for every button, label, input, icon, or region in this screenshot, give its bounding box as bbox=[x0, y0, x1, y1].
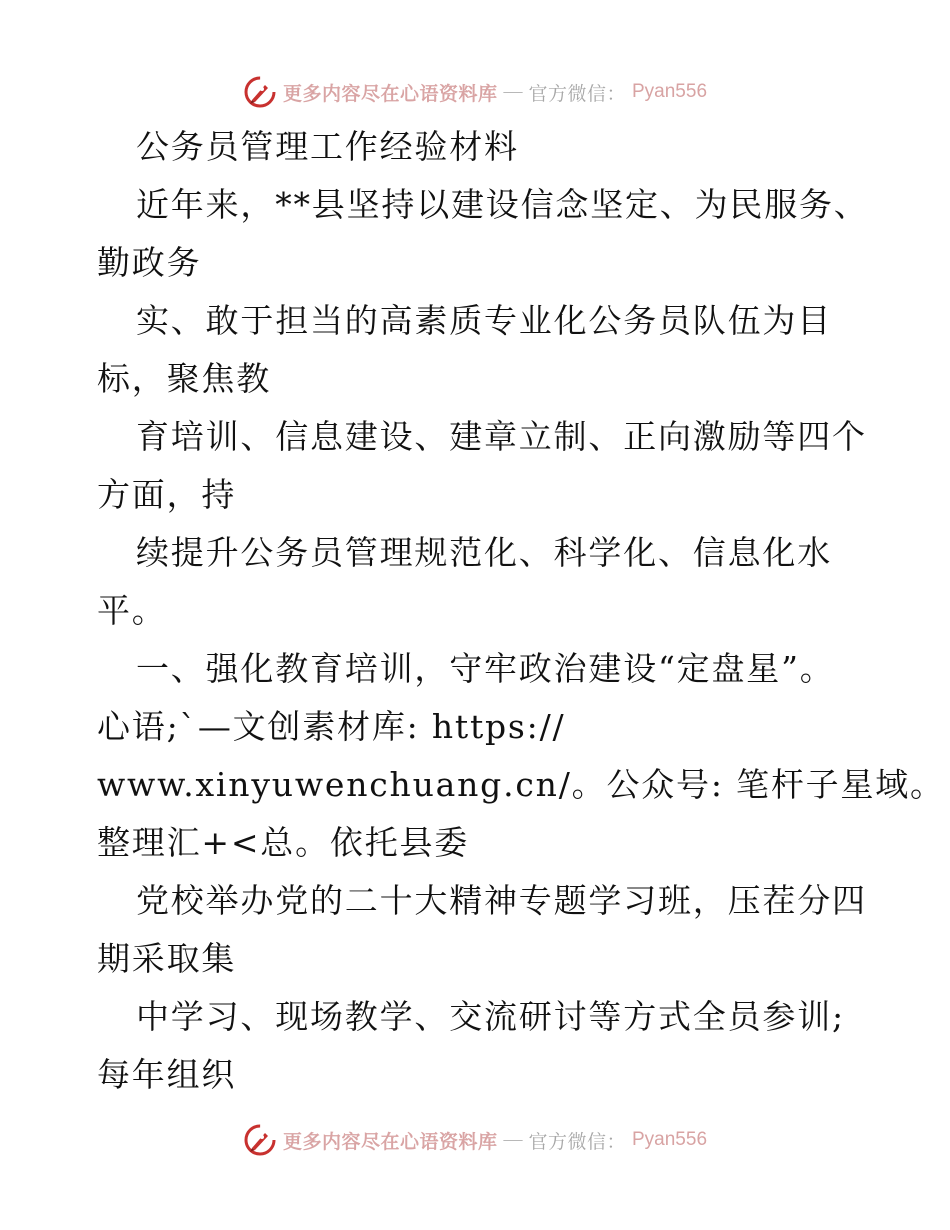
paragraph-line: 平。 bbox=[97, 591, 167, 630]
paragraph-line: www.xinyuwenchuang.cn/。公众号: 笔杆子星域。 bbox=[97, 765, 945, 804]
pen-logo-icon bbox=[243, 75, 277, 109]
paragraph-line: 中学习、现场教学、交流研讨等方式全员参训; bbox=[136, 997, 845, 1036]
paragraph-line: 实、敢于担当的高素质专业化公务员队伍为目 bbox=[136, 301, 832, 340]
paragraph-line: 标，聚焦教 bbox=[97, 359, 271, 398]
paragraph-line: 心语;`—文创素材库: https:// bbox=[97, 707, 566, 746]
header-banner-content bbox=[243, 75, 707, 109]
header-banner-wechat-label: 官方微信： bbox=[528, 83, 626, 105]
paragraph-line: 续提升公务员管理规范化、科学化、信息化水 bbox=[136, 533, 832, 572]
header-banner-text: 更多内容尽在心语资料库 bbox=[282, 83, 498, 105]
header-banner-dash: — bbox=[503, 81, 523, 102]
document-title: 公务员管理工作经验材料 bbox=[136, 127, 519, 166]
footer-banner-wechat-id: Pyan556 bbox=[632, 1129, 708, 1150]
section-heading: 一、强化教育培训，守牢政治建设“定盘星”。 bbox=[136, 649, 835, 688]
document-body bbox=[97, 118, 945, 1104]
header-banner-wechat-id: Pyan556 bbox=[632, 81, 708, 102]
paragraph-line: 近年来，**县坚持以建设信念坚定、为民服务、 bbox=[136, 185, 869, 224]
paragraph-line: 期采取集 bbox=[97, 939, 237, 978]
footer-banner-dash: — bbox=[503, 1129, 523, 1150]
paragraph-line: 育培训、信息建设、建章立制、正向激励等四个 bbox=[136, 417, 867, 456]
pen-logo-icon bbox=[243, 1123, 277, 1157]
paragraph-line: 方面，持 bbox=[97, 475, 237, 514]
paragraph-line: 整理汇+<总。依托县委 bbox=[97, 823, 470, 862]
footer-banner bbox=[0, 1120, 950, 1160]
paragraph-line: 勤政务 bbox=[97, 243, 202, 282]
footer-banner-text: 更多内容尽在心语资料库 bbox=[282, 1131, 498, 1153]
header-banner bbox=[0, 72, 950, 112]
paragraph-line: 每年组织 bbox=[97, 1055, 237, 1094]
paragraph-line: 党校举办党的二十大精神专题学习班，压茬分四 bbox=[136, 881, 867, 920]
footer-banner-content bbox=[243, 1123, 707, 1157]
footer-banner-wechat-label: 官方微信： bbox=[528, 1131, 626, 1153]
